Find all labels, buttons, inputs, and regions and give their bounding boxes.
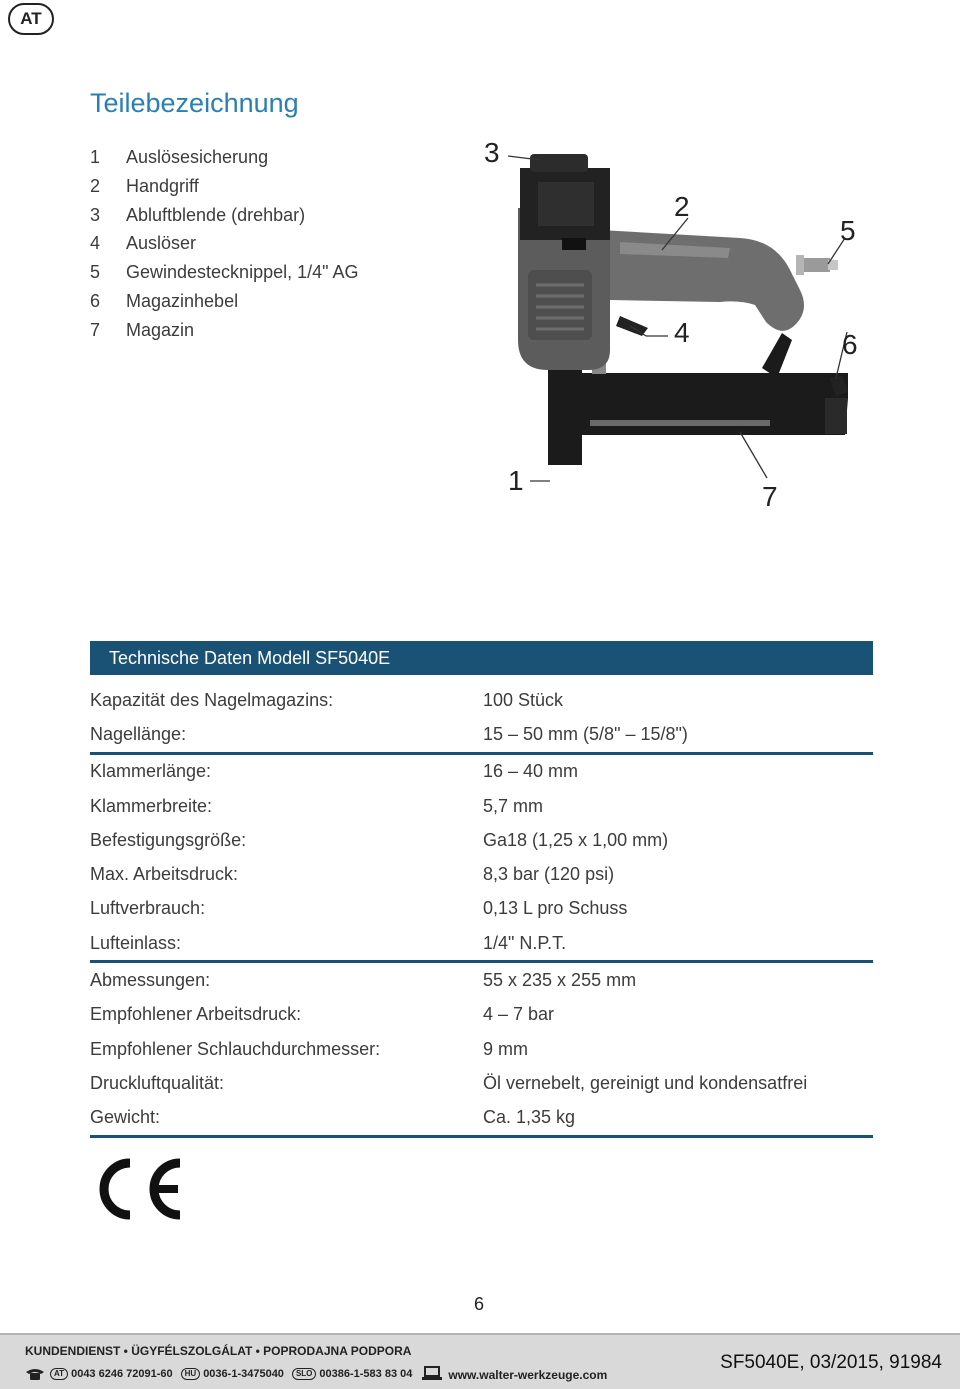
spec-label: Luftverbrauch: — [90, 898, 206, 919]
spec-label: Nagellänge: — [90, 717, 483, 753]
spec-row — [90, 857, 873, 891]
spec-row — [90, 926, 873, 962]
footer-title: KUNDENDIENST • ÜGYFÉLSZOLGÁLAT • POPRODAJNA PODPORA — [25, 1344, 412, 1358]
spec-value: 16 – 40 mm — [483, 761, 579, 782]
spec-row — [90, 1032, 873, 1066]
country-badge-label: AT — [20, 9, 42, 28]
part-number: 3 — [90, 204, 101, 225]
spec-table — [90, 683, 873, 1138]
parts-list-item — [90, 201, 359, 230]
part-number: 5 — [90, 262, 101, 283]
parts-list-item — [90, 258, 359, 287]
spec-value: 55 x 235 x 255 mm — [483, 970, 637, 991]
ce-mark-icon — [90, 1155, 185, 1223]
spec-row — [90, 789, 873, 823]
spec-label: Druckluftqualität: — [90, 1072, 225, 1093]
section-title: Teilebezeichnung — [90, 88, 299, 118]
parts-list-item — [90, 229, 359, 258]
part-label: Magazin — [126, 319, 195, 340]
part-number: 1 — [90, 147, 101, 167]
spec-row — [90, 998, 873, 1032]
parts-list — [90, 143, 359, 345]
parts-list-item — [90, 143, 359, 172]
website-link[interactable]: www.walter-werkzeuge.com — [448, 1368, 608, 1382]
spec-row — [90, 753, 873, 789]
country-badge — [8, 3, 54, 35]
spec-row — [90, 892, 873, 926]
part-number: 7 — [90, 319, 101, 340]
spec-row — [90, 683, 873, 717]
spec-label: Klammerbreite: — [90, 795, 213, 816]
page-number: 6 — [474, 1294, 485, 1314]
phone-number[interactable]: 0036-1-3475040 — [203, 1367, 284, 1380]
country-code-badge: SLO — [292, 1368, 316, 1380]
tech-data-title: Technische Daten Modell SF5040E — [109, 648, 391, 668]
phone-icon — [25, 1367, 45, 1381]
part-label: Handgriff — [126, 175, 199, 196]
spec-value: 1/4" N.P.T. — [483, 926, 873, 962]
callout-3-label: 3 — [484, 137, 500, 168]
spec-label: Befestigungsgröße: — [90, 829, 247, 850]
spec-value: 8,3 bar (120 psi) — [483, 864, 615, 885]
spec-label: Klammerlänge: — [90, 761, 212, 782]
callout-7-label: 7 — [762, 481, 778, 512]
callout-4-label: 4 — [674, 317, 690, 348]
spec-value: 4 – 7 bar — [483, 1004, 555, 1025]
callout-5-label: 5 — [840, 215, 856, 246]
part-label: Abluftblende (drehbar) — [126, 204, 306, 225]
spec-value: 0,13 L pro Schuss — [483, 898, 628, 919]
spec-label: Gewicht: — [90, 1101, 483, 1137]
spec-label: Kapazität des Nagelmagazins: — [90, 689, 334, 710]
callout-6-label: 6 — [842, 329, 858, 360]
parts-list-item — [90, 316, 359, 345]
spec-label: Empfohlener Schlauchdurchmesser: — [90, 1038, 381, 1059]
laptop-icon — [422, 1366, 442, 1381]
spec-row — [90, 823, 873, 857]
country-code-badge: HU — [181, 1368, 201, 1380]
tech-data-header — [90, 641, 873, 675]
spec-row — [90, 717, 873, 753]
footer — [0, 1333, 960, 1389]
phone-number[interactable]: 0043 6246 72091-60 — [71, 1367, 173, 1380]
spec-value: 15 – 50 mm (5/8" – 15/8") — [483, 717, 873, 753]
spec-row — [90, 962, 873, 998]
spec-value: 5,7 mm — [483, 795, 544, 816]
spec-label: Abmessungen: — [90, 970, 211, 991]
nail-gun-diagram — [470, 130, 890, 530]
spec-value: Öl vernebelt, gereinigt und kondensatfrei — [483, 1072, 808, 1093]
part-label: Auslöser — [126, 233, 197, 254]
spec-label: Empfohlener Arbeitsdruck: — [90, 1004, 302, 1025]
spec-row — [90, 1101, 873, 1137]
part-label: Gewindestecknippel, 1/4" AG — [126, 262, 359, 283]
parts-list-item — [90, 287, 359, 316]
part-label: Magazinhebel — [126, 290, 239, 311]
footer-contacts — [25, 1365, 607, 1382]
spec-label: Lufteinlass: — [90, 926, 483, 962]
part-number: 6 — [90, 290, 101, 311]
country-code-badge: AT — [50, 1368, 68, 1380]
callout-2-label: 2 — [674, 191, 690, 222]
part-number: 2 — [90, 175, 101, 196]
document-code: SF5040E, 03/2015, 91984 — [720, 1352, 942, 1373]
spec-value: Ca. 1,35 kg — [483, 1101, 873, 1137]
parts-list-item — [90, 172, 359, 201]
spec-value: Ga18 (1,25 x 1,00 mm) — [483, 829, 669, 850]
spec-row — [90, 1066, 873, 1100]
callout-1-label: 1 — [508, 465, 524, 496]
spec-label: Max. Arbeitsdruck: — [90, 864, 239, 885]
phone-number[interactable]: 00386-1-583 83 04 — [319, 1367, 413, 1380]
spec-value: 100 Stück — [483, 689, 564, 710]
part-number: 4 — [90, 233, 101, 254]
spec-value: 9 mm — [483, 1038, 528, 1059]
part-label: Auslösesicherung — [126, 147, 269, 167]
